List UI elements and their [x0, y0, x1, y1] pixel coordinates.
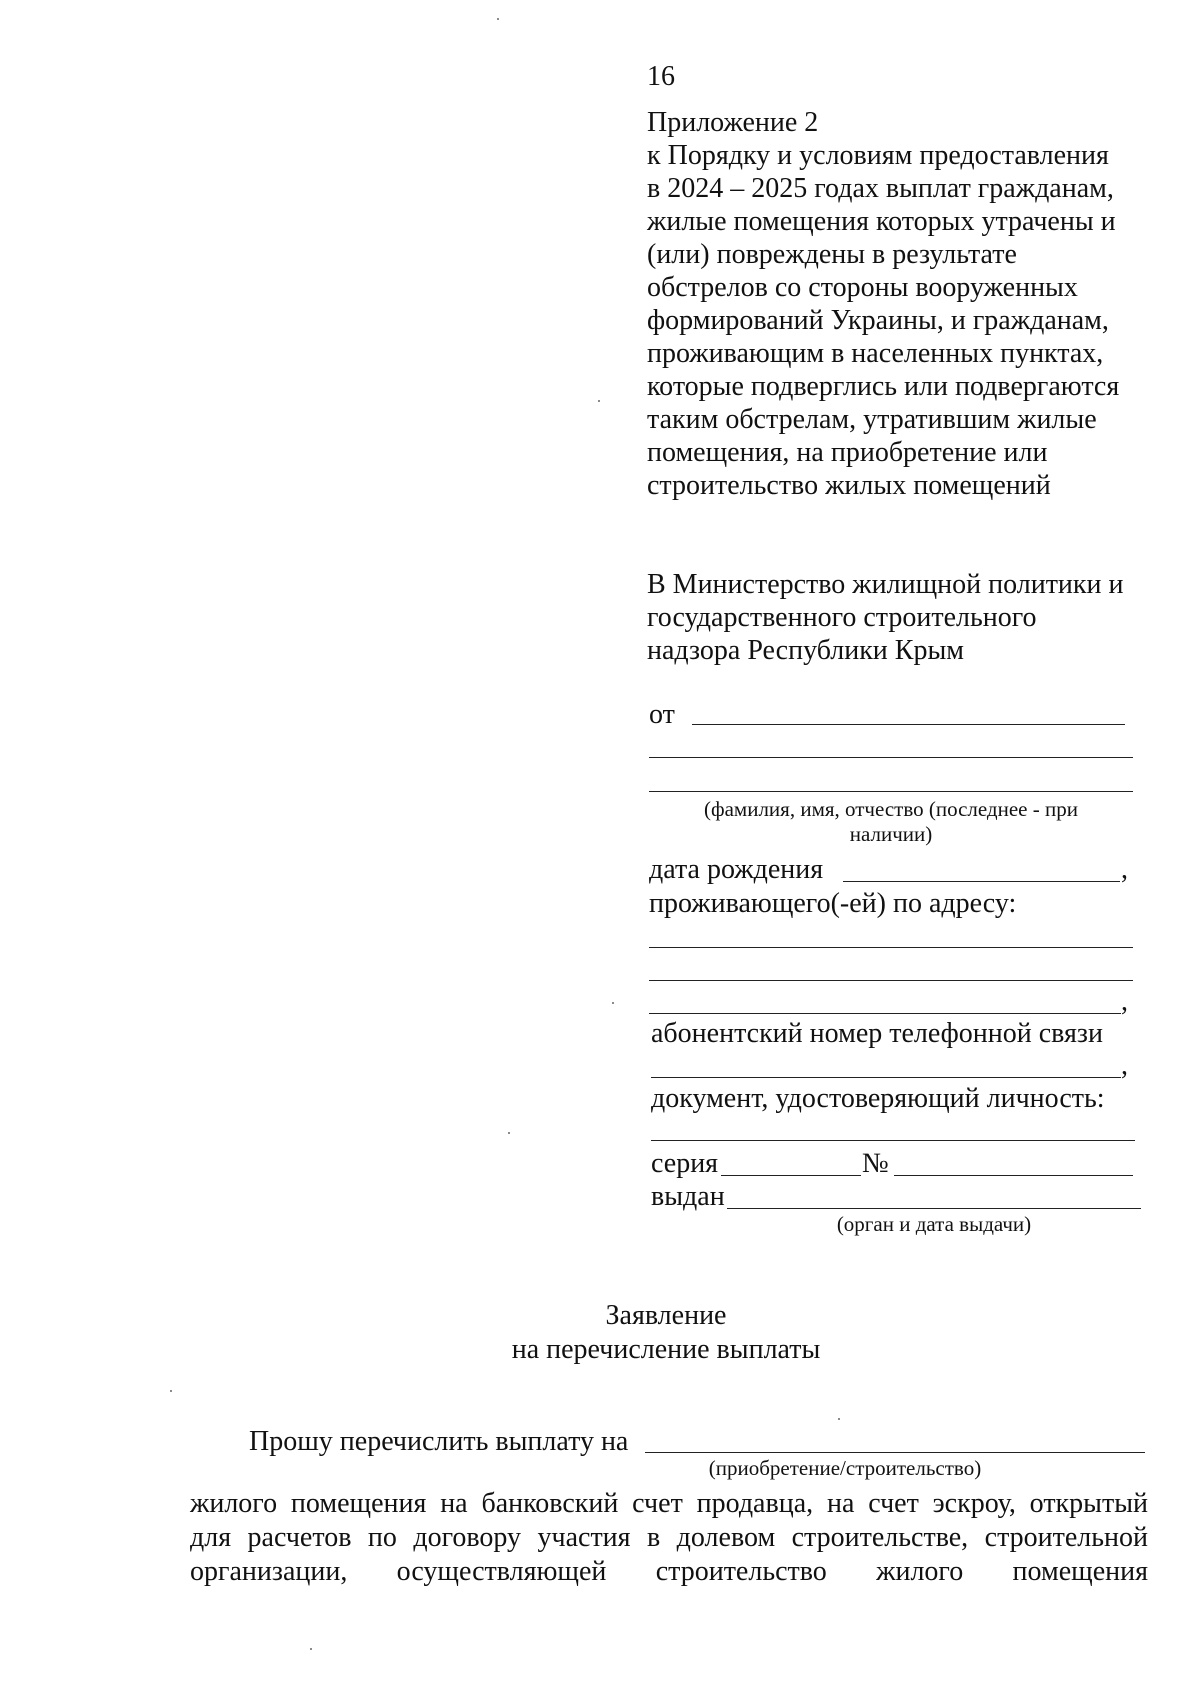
scan-speck	[497, 18, 499, 20]
birth-date-label: дата рождения	[649, 854, 824, 885]
id-document-field-line[interactable]	[651, 1140, 1135, 1141]
id-document-label: документ, удостоверяющий личность:	[651, 1083, 1105, 1114]
scan-speck	[508, 1132, 510, 1134]
scan-speck	[170, 1390, 172, 1392]
annex-line: которые подверглись или подвергаются	[647, 371, 1120, 402]
issued-caption: (орган и дата выдачи)	[836, 1212, 1032, 1236]
issued-field-line[interactable]	[727, 1208, 1141, 1209]
purpose-field-line[interactable]	[645, 1452, 1145, 1453]
address-field-line[interactable]	[649, 947, 1133, 948]
request-text: Прошу перечислить выплату на	[249, 1426, 629, 1457]
annex-line: формирований Украины, и гражданам,	[647, 305, 1109, 336]
paragraph-line: организации, осуществляющей строительство жилого помещения	[190, 1556, 1148, 1587]
annex-line: к Порядку и условиям предоставления	[647, 140, 1109, 171]
purpose-caption: (приобретение/строительство)	[708, 1456, 982, 1480]
fio-caption: (фамилия, имя, отчество (последнее - при	[704, 797, 1078, 821]
page-number: 16	[647, 61, 675, 92]
annex-line: (или) повреждены в результате	[647, 239, 1017, 270]
addressee-line: надзора Республики Крым	[647, 635, 964, 666]
address-field-line[interactable]	[649, 1013, 1121, 1014]
from-field-line[interactable]	[649, 757, 1133, 758]
comma: ,	[1121, 986, 1128, 1017]
annex-line: в 2024 – 2025 годах выплат гражданам,	[647, 173, 1114, 204]
scan-speck	[310, 1648, 312, 1650]
annex-line: жилые помещения которых утрачены и	[647, 206, 1116, 237]
series-field-line[interactable]	[721, 1175, 861, 1176]
fio-caption: наличии)	[849, 822, 933, 846]
birth-date-field-line[interactable]	[843, 881, 1120, 882]
annex-line: строительство жилых помещений	[647, 470, 1051, 501]
issued-label: выдан	[651, 1181, 725, 1212]
from-label: от	[649, 699, 675, 730]
comma: ,	[1121, 854, 1128, 885]
from-field-line[interactable]	[649, 791, 1133, 792]
annex-line: таким обстрелам, утратившим жилые	[647, 404, 1097, 435]
series-label: серия	[651, 1148, 719, 1179]
paragraph-line: для расчетов по договору участия в долевом строительстве, строительной	[190, 1522, 1148, 1553]
addressee-line: В Министерство жилищной политики и	[647, 569, 1124, 600]
annex-line: проживающим в населенных пунктах,	[647, 338, 1104, 369]
annex-title: Приложение 2	[647, 107, 819, 138]
address-field-line[interactable]	[649, 980, 1133, 981]
scan-speck	[598, 400, 600, 402]
number-label: №	[862, 1148, 889, 1179]
scan-speck	[838, 1418, 840, 1420]
statement-subtitle: на перечисление выплаты	[511, 1334, 821, 1365]
comma: ,	[1121, 1050, 1128, 1081]
annex-line: помещения, на приобретение или	[647, 437, 1048, 468]
from-field-line[interactable]	[692, 724, 1125, 725]
annex-line: обстрелов со стороны вооруженных	[647, 272, 1078, 303]
phone-field-line[interactable]	[651, 1077, 1121, 1078]
statement-title: Заявление	[605, 1300, 727, 1331]
phone-label: абонентский номер телефонной связи	[651, 1018, 1103, 1049]
scan-speck	[612, 1002, 614, 1004]
address-label: проживающего(-ей) по адресу:	[649, 888, 1017, 919]
addressee-line: государственного строительного	[647, 602, 1037, 633]
paragraph-line: жилого помещения на банковский счет продавца, на счет эскроу, открытый	[190, 1488, 1148, 1519]
number-field-line[interactable]	[894, 1175, 1133, 1176]
